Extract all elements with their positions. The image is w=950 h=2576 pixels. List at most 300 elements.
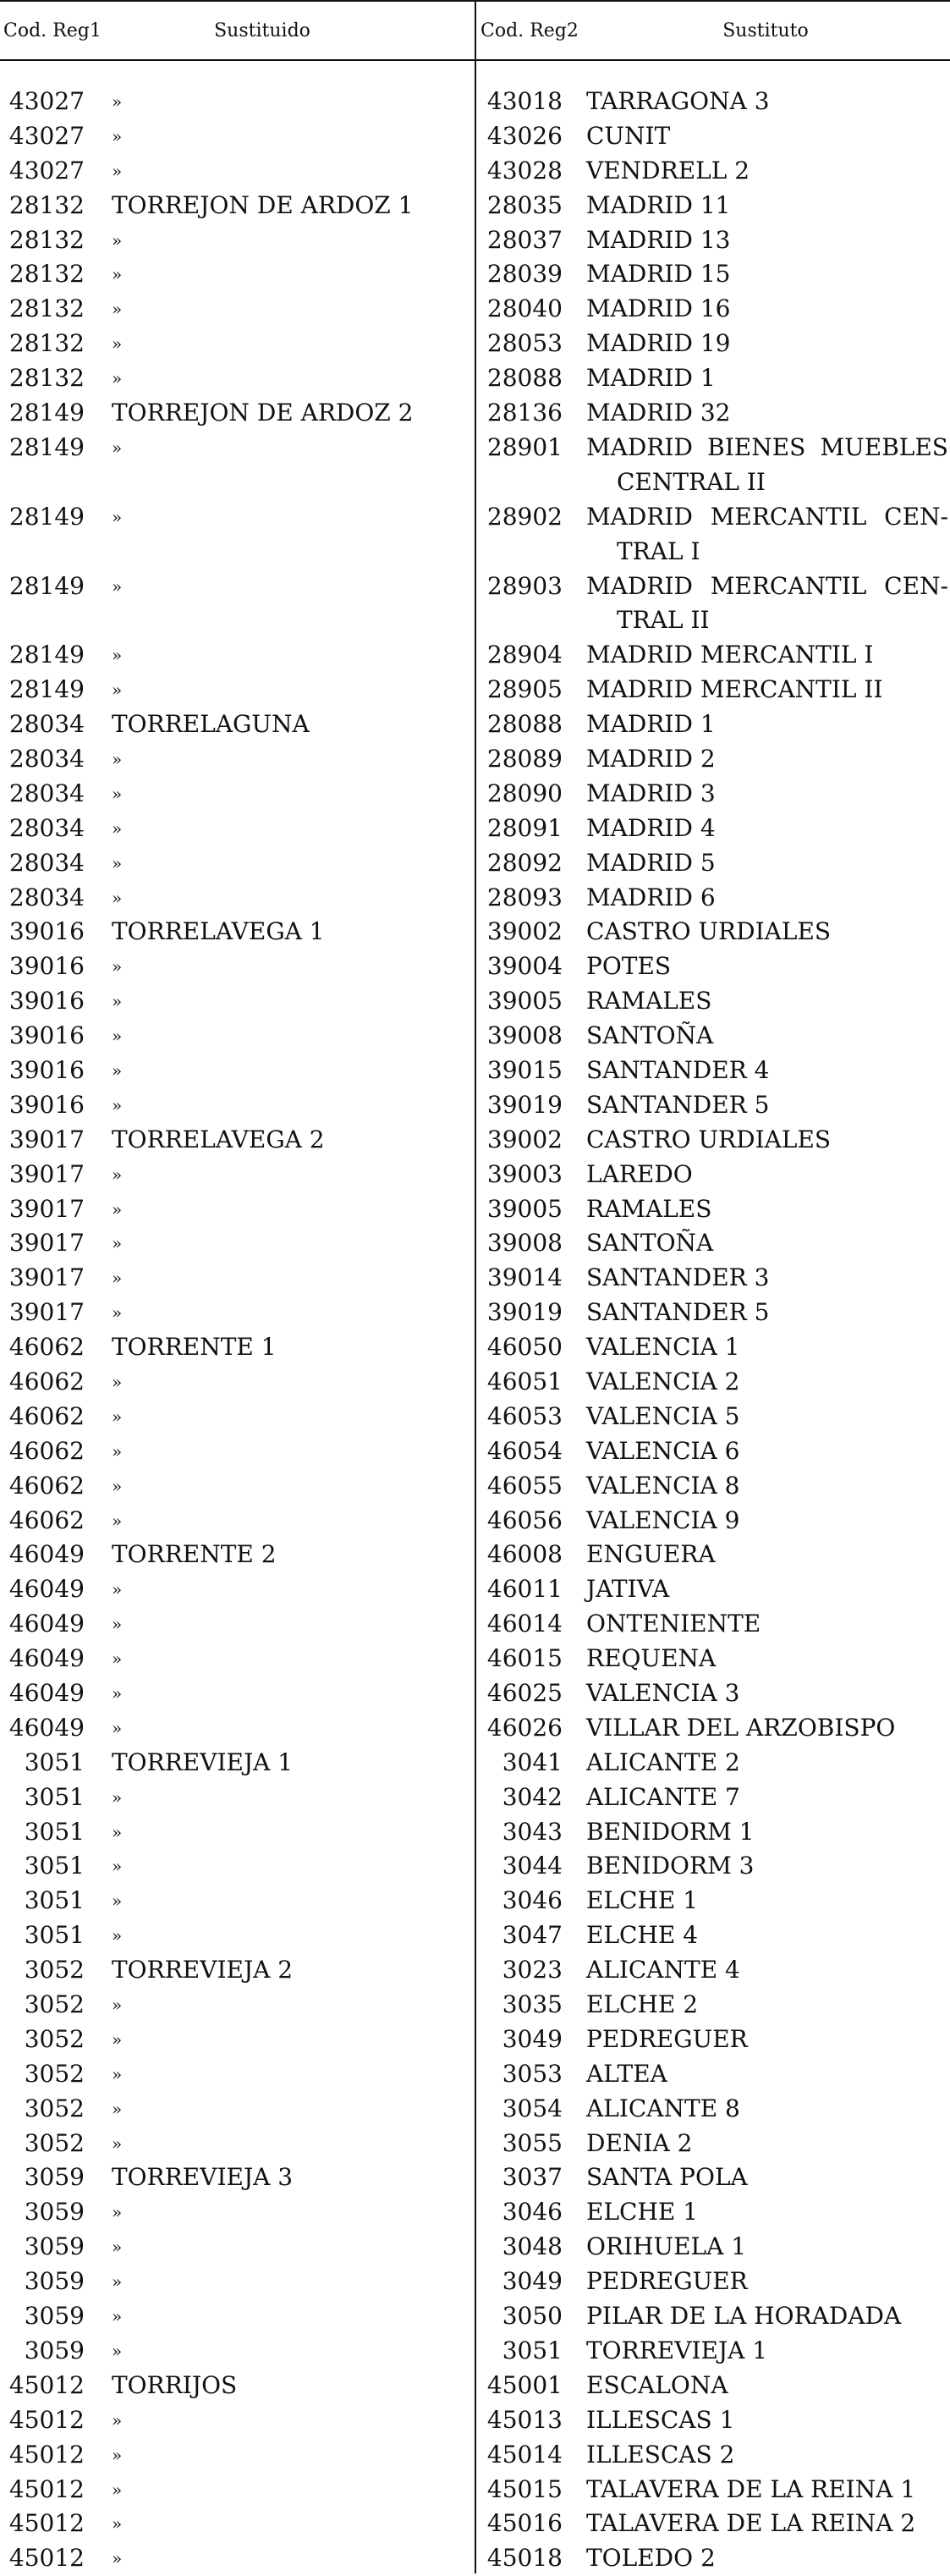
table-row bbox=[0, 1226, 474, 1261]
sustituido-cell: » bbox=[112, 1925, 123, 1946]
table-row bbox=[476, 1988, 950, 2023]
table-row bbox=[476, 500, 950, 570]
sustituto-cell: MADRID 16 bbox=[586, 294, 731, 323]
sustituto-cell: SANTOÑA bbox=[586, 1021, 714, 1050]
sustituto-cell: MADRID 4 bbox=[586, 813, 716, 842]
table-row bbox=[0, 1642, 474, 1676]
cod-reg2-cell: 45015 bbox=[486, 2474, 563, 2503]
cod-reg2-cell: 3047 bbox=[502, 1921, 563, 1950]
cod-reg2-cell: 43018 bbox=[486, 87, 563, 115]
cod-reg1-cell: 28149 bbox=[8, 502, 85, 531]
sustituto-cell: VENDRELL 2 bbox=[586, 156, 750, 184]
header-sustituido: Sustituido bbox=[214, 20, 310, 41]
table-row bbox=[0, 1988, 474, 2023]
table-row bbox=[476, 881, 950, 916]
cod-reg1-cell: 39017 bbox=[8, 1125, 85, 1153]
cod-reg2-cell: 3050 bbox=[502, 2302, 563, 2331]
sustituto-cell: ILLESCAS 1 bbox=[586, 2405, 735, 2434]
cod-reg1-cell: 3052 bbox=[24, 2094, 85, 2122]
cod-reg2-cell: 3046 bbox=[502, 2198, 563, 2226]
table-row bbox=[476, 1469, 950, 1504]
cod-reg1-cell: 46049 bbox=[8, 1610, 85, 1638]
table-row bbox=[0, 1019, 474, 1054]
cod-reg1-cell: 46062 bbox=[8, 1436, 85, 1465]
sustituto-cell: CASTRO URDIALES bbox=[586, 1125, 832, 1153]
sustituido-cell: » bbox=[112, 748, 123, 769]
table-row bbox=[0, 2160, 474, 2195]
cod-reg1-cell: 46049 bbox=[8, 1575, 85, 1604]
table-row bbox=[476, 2230, 950, 2265]
table-row bbox=[476, 1642, 950, 1676]
table-row bbox=[0, 1330, 474, 1365]
cod-reg2-cell: 28905 bbox=[486, 675, 563, 704]
sustituto-cell: TALAVERA DE LA REINA 1 bbox=[586, 2474, 916, 2503]
cod-reg1-cell: 28034 bbox=[8, 710, 85, 739]
table-row bbox=[0, 2092, 474, 2127]
table-row bbox=[0, 1538, 474, 1572]
table-row bbox=[476, 223, 950, 258]
sustituto-cell: ALTEA bbox=[586, 2059, 667, 2088]
sustituto-cell: VILLAR DEL ARZOBISPO bbox=[586, 1713, 896, 1742]
table-row bbox=[0, 257, 474, 292]
header-cod-reg1: Cod. Reg1 bbox=[3, 20, 102, 41]
table-row bbox=[0, 742, 474, 777]
cod-reg1-cell: 45012 bbox=[8, 2405, 85, 2434]
table-row bbox=[476, 2369, 950, 2403]
cod-reg2-cell: 39019 bbox=[486, 1298, 563, 1327]
table-row bbox=[0, 777, 474, 812]
sustituido-cell: » bbox=[112, 1060, 123, 1081]
sustituto-cell: PEDREGUER bbox=[586, 2267, 748, 2296]
table-row bbox=[0, 1192, 474, 1227]
table-row bbox=[0, 1918, 474, 1953]
sustituto-column bbox=[476, 85, 950, 2576]
sustituto-line-2: TRAL II bbox=[617, 606, 710, 635]
sustituido-cell: » bbox=[112, 2444, 123, 2465]
cod-reg2-cell: 28092 bbox=[486, 848, 563, 877]
table-row bbox=[476, 1711, 950, 1746]
header-cod-reg2: Cod. Reg2 bbox=[480, 20, 579, 41]
table-row bbox=[0, 500, 474, 570]
sustituto-cell: ILLESCAS 2 bbox=[586, 2440, 735, 2469]
sustituto-cell: RAMALES bbox=[586, 1194, 712, 1223]
cod-reg1-cell: 39016 bbox=[8, 917, 85, 946]
sustituto-cell: ONTENIENTE bbox=[586, 1610, 761, 1638]
sustituido-cell: » bbox=[112, 2063, 123, 2084]
sustituido-cell: » bbox=[112, 125, 123, 146]
cod-reg2-cell: 46056 bbox=[486, 1505, 563, 1534]
cod-reg1-cell: 3052 bbox=[24, 2128, 85, 2157]
table-row bbox=[0, 812, 474, 846]
sustituto-line-2: CENTRAL II bbox=[617, 467, 766, 496]
table-row bbox=[476, 984, 950, 1019]
cod-reg1-cell: 28034 bbox=[8, 779, 85, 807]
table-row bbox=[476, 1538, 950, 1572]
cod-reg2-cell: 28902 bbox=[486, 502, 563, 531]
sustituido-cell: » bbox=[112, 1856, 123, 1877]
table-row bbox=[0, 1815, 474, 1850]
cod-reg2-cell: 46014 bbox=[486, 1610, 563, 1638]
cod-reg1-cell: 28132 bbox=[8, 364, 85, 393]
header-sustituto: Sustituto bbox=[722, 20, 809, 41]
cod-reg1-cell: 39017 bbox=[8, 1159, 85, 1188]
table-row bbox=[476, 1781, 950, 1815]
table-row bbox=[0, 2507, 474, 2541]
cod-reg1-cell: 39016 bbox=[8, 1021, 85, 1050]
sustituido-cell: » bbox=[112, 575, 123, 597]
table-row bbox=[476, 1054, 950, 1088]
cod-reg1-cell: 28034 bbox=[8, 744, 85, 773]
cod-reg2-cell: 46053 bbox=[486, 1401, 563, 1430]
cod-reg1-cell: 3051 bbox=[24, 1748, 85, 1776]
cod-reg1-cell: 28132 bbox=[8, 260, 85, 289]
table-row bbox=[0, 2057, 474, 2092]
table-row bbox=[476, 1261, 950, 1296]
table-row bbox=[476, 2473, 950, 2507]
table-row bbox=[0, 1572, 474, 1607]
sustituto-cell: RAMALES bbox=[586, 987, 712, 1016]
table-row bbox=[476, 2507, 950, 2541]
table-row bbox=[476, 915, 950, 949]
cod-reg1-cell: 28132 bbox=[8, 294, 85, 323]
table-row bbox=[0, 154, 474, 189]
table-row bbox=[0, 1884, 474, 1918]
cod-reg2-cell: 28136 bbox=[486, 399, 563, 427]
sustituto-line-1: MADRID MERCANTIL CEN- bbox=[586, 571, 948, 600]
table-row bbox=[476, 85, 950, 119]
table-row bbox=[0, 1504, 474, 1538]
table-row bbox=[0, 1849, 474, 1884]
table-row bbox=[476, 2057, 950, 2092]
sustituido-cell: » bbox=[112, 1094, 123, 1115]
cod-reg1-cell: 28149 bbox=[8, 641, 85, 669]
cod-reg2-cell: 39008 bbox=[486, 1021, 563, 1050]
sustituto-cell: ALICANTE 8 bbox=[586, 2094, 740, 2122]
cod-reg2-cell: 39008 bbox=[486, 1229, 563, 1258]
table-row bbox=[476, 812, 950, 846]
sustituido-cell: » bbox=[112, 852, 123, 873]
table-row bbox=[0, 361, 474, 396]
table-row bbox=[0, 1054, 474, 1088]
table-row bbox=[476, 1019, 950, 1054]
sustituto-cell: VALENCIA 8 bbox=[586, 1471, 740, 1500]
cod-reg1-cell: 46062 bbox=[8, 1471, 85, 1500]
table-row bbox=[476, 2438, 950, 2473]
cod-reg2-cell: 28053 bbox=[486, 329, 563, 358]
cod-reg1-cell: 45012 bbox=[8, 2474, 85, 2503]
sustituto-cell: MADRID 15 bbox=[586, 260, 731, 289]
table-row bbox=[476, 396, 950, 431]
table-row bbox=[476, 119, 950, 154]
sustituido-cell: TORRELAVEGA 1 bbox=[112, 917, 325, 946]
cod-reg2-cell: 45018 bbox=[486, 2544, 563, 2573]
table-row bbox=[0, 1088, 474, 1123]
sustituto-cell: VALENCIA 6 bbox=[586, 1436, 740, 1465]
table-row bbox=[476, 638, 950, 673]
table-row bbox=[0, 2195, 474, 2230]
cod-reg2-cell: 3023 bbox=[502, 1956, 563, 1984]
sustituto-cell: ELCHE 1 bbox=[586, 1886, 699, 1915]
sustituido-cell: TORRENTE 1 bbox=[112, 1333, 277, 1362]
cod-reg1-cell: 3059 bbox=[24, 2267, 85, 2296]
cod-reg2-cell: 39014 bbox=[486, 1263, 563, 1292]
table-row bbox=[0, 85, 474, 119]
table-row bbox=[476, 154, 950, 189]
sustituido-cell: » bbox=[112, 2271, 123, 2293]
sustituto-cell: MADRID 5 bbox=[586, 848, 716, 877]
table-row bbox=[0, 292, 474, 327]
cod-reg1-cell: 3051 bbox=[24, 1886, 85, 1915]
sustituto-cell: CASTRO URDIALES bbox=[586, 917, 832, 946]
cod-reg1-cell: 3059 bbox=[24, 2302, 85, 2331]
cod-reg2-cell: 28089 bbox=[486, 744, 563, 773]
sustituto-cell: REQUENA bbox=[586, 1644, 717, 1673]
sustituido-cell: » bbox=[112, 1475, 123, 1496]
table-row bbox=[0, 949, 474, 984]
sustituto-cell: ESCALONA bbox=[586, 2370, 728, 2399]
sustituido-cell: » bbox=[112, 2513, 123, 2535]
cod-reg2-cell: 46015 bbox=[486, 1644, 563, 1673]
sustituto-cell: DENIA 2 bbox=[586, 2128, 693, 2157]
sustituido-cell: TORRIJOS bbox=[112, 2370, 238, 2399]
cod-reg1-cell: 39016 bbox=[8, 1090, 85, 1119]
sustituto-cell: BENIDORM 1 bbox=[586, 1817, 755, 1846]
table-row bbox=[0, 327, 474, 361]
table-row bbox=[476, 1400, 950, 1434]
table-row bbox=[0, 1676, 474, 1711]
table-row bbox=[476, 2334, 950, 2369]
table-row bbox=[0, 1953, 474, 1988]
cod-reg2-cell: 28088 bbox=[486, 710, 563, 739]
cod-reg2-cell: 3041 bbox=[502, 1748, 563, 1776]
sustituto-cell: SANTA POLA bbox=[586, 2163, 748, 2192]
cod-reg1-cell: 3051 bbox=[24, 1782, 85, 1811]
cod-reg1-cell: 46049 bbox=[8, 1540, 85, 1569]
sustituto-cell: TORREVIEJA 1 bbox=[586, 2336, 768, 2364]
cod-reg2-cell: 3049 bbox=[502, 2267, 563, 2296]
table-row bbox=[476, 2403, 950, 2438]
sustituido-cell: TORREJON DE ARDOZ 2 bbox=[112, 399, 414, 427]
cod-reg2-cell: 39005 bbox=[486, 1194, 563, 1223]
sustituido-cell: » bbox=[112, 1614, 123, 1635]
sustituido-cell: » bbox=[112, 1406, 123, 1427]
sustituto-cell: ORIHUELA 1 bbox=[586, 2232, 747, 2261]
cod-reg1-cell: 43027 bbox=[8, 87, 85, 115]
sustituido-cell: » bbox=[112, 2098, 123, 2119]
sustituto-cell bbox=[586, 500, 948, 570]
table-row bbox=[476, 2092, 950, 2127]
sustituido-cell: » bbox=[112, 229, 123, 250]
cod-reg1-cell: 45012 bbox=[8, 2440, 85, 2469]
cod-reg2-cell: 39019 bbox=[486, 1090, 563, 1119]
table-row bbox=[476, 1572, 950, 1607]
cod-reg1-cell: 45012 bbox=[8, 2544, 85, 2573]
cod-reg1-cell: 46049 bbox=[8, 1713, 85, 1742]
sustituto-line-1: MADRID BIENES MUEBLES bbox=[586, 432, 948, 461]
sustituido-cell: » bbox=[112, 645, 123, 666]
cod-reg1-cell: 39016 bbox=[8, 987, 85, 1016]
sustituido-cell: » bbox=[112, 887, 123, 908]
cod-reg1-cell: 28132 bbox=[8, 329, 85, 358]
sustituto-cell: PEDREGUER bbox=[586, 2024, 748, 2053]
cod-reg2-cell: 45016 bbox=[486, 2509, 563, 2538]
table-row bbox=[476, 1434, 950, 1469]
sustituto-cell: ELCHE 4 bbox=[586, 1921, 699, 1950]
table-row bbox=[0, 638, 474, 673]
sustituto-cell: ALICANTE 7 bbox=[586, 1782, 740, 1811]
cod-reg1-cell: 28034 bbox=[8, 848, 85, 877]
sustituido-cell: » bbox=[112, 1233, 123, 1254]
table-row bbox=[476, 1746, 950, 1781]
sustituto-cell: VALENCIA 2 bbox=[586, 1368, 740, 1395]
table-row bbox=[0, 707, 474, 742]
cod-reg2-cell: 46011 bbox=[486, 1575, 563, 1604]
table-row bbox=[0, 2541, 474, 2576]
sustituto-cell: MADRID 32 bbox=[586, 399, 731, 427]
sustituido-cell: » bbox=[112, 2028, 123, 2050]
table-row bbox=[0, 223, 474, 258]
table-row bbox=[476, 2299, 950, 2334]
cod-reg2-cell: 39003 bbox=[486, 1159, 563, 1188]
sustituto-cell: TALAVERA DE LA REINA 2 bbox=[586, 2509, 916, 2538]
table-row bbox=[476, 846, 950, 881]
cod-reg1-cell: 39017 bbox=[8, 1263, 85, 1292]
sustituido-cell: » bbox=[112, 2202, 123, 2223]
cod-reg1-cell: 46049 bbox=[8, 1644, 85, 1673]
cod-reg2-cell: 46050 bbox=[486, 1333, 563, 1362]
table-row bbox=[476, 2160, 950, 2195]
table-row bbox=[0, 2127, 474, 2161]
cod-reg1-cell: 28034 bbox=[8, 813, 85, 842]
sustituido-cell: » bbox=[112, 956, 123, 977]
cod-reg2-cell: 3051 bbox=[502, 2336, 563, 2364]
cod-reg2-cell: 3035 bbox=[502, 1990, 563, 2019]
cod-reg2-cell: 3053 bbox=[502, 2059, 563, 2088]
sustituto-cell: TARRAGONA 3 bbox=[586, 87, 770, 115]
table-row bbox=[476, 431, 950, 500]
table-row bbox=[0, 1469, 474, 1504]
cod-reg1-cell: 28149 bbox=[8, 399, 85, 427]
cod-reg2-cell: 46025 bbox=[486, 1679, 563, 1708]
sustituto-cell: SANTANDER 5 bbox=[586, 1090, 770, 1119]
sustituto-cell bbox=[586, 570, 948, 639]
table-row bbox=[476, 361, 950, 396]
table-row bbox=[476, 2265, 950, 2299]
sustituido-cell: » bbox=[112, 1164, 123, 1185]
sustituido-cell: » bbox=[112, 333, 123, 355]
table-row bbox=[476, 189, 950, 223]
table-row bbox=[476, 327, 950, 361]
sustituido-cell: TORRENTE 2 bbox=[112, 1540, 277, 1569]
cod-reg2-cell: 28904 bbox=[486, 641, 563, 669]
sustituido-cell: » bbox=[112, 2548, 123, 2569]
sustituido-cell: TORRELAVEGA 2 bbox=[112, 1125, 325, 1153]
table-row bbox=[0, 119, 474, 154]
cod-reg2-cell: 28093 bbox=[486, 883, 563, 911]
sustituto-cell: ENGUERA bbox=[586, 1540, 716, 1569]
table-row bbox=[476, 2195, 950, 2230]
cod-reg1-cell: 3051 bbox=[24, 1921, 85, 1950]
table-row bbox=[476, 1676, 950, 1711]
sustituido-cell: » bbox=[112, 506, 123, 527]
sustituido-cell: » bbox=[112, 1510, 123, 1531]
table-row bbox=[476, 1849, 950, 1884]
table-row bbox=[476, 570, 950, 639]
sustituto-cell: MADRID 11 bbox=[586, 190, 731, 219]
cod-reg1-cell: 46062 bbox=[8, 1505, 85, 1534]
cod-reg2-cell: 3042 bbox=[502, 1782, 563, 1811]
cod-reg2-cell: 46054 bbox=[486, 1436, 563, 1465]
sustituido-cell: » bbox=[112, 817, 123, 839]
sustituto-cell: SANTOÑA bbox=[586, 1229, 714, 1258]
table-row bbox=[0, 2473, 474, 2507]
table-row bbox=[476, 1815, 950, 1850]
cod-reg2-cell: 39005 bbox=[486, 987, 563, 1016]
sustituido-cell: » bbox=[112, 264, 123, 285]
cod-reg1-cell: 46062 bbox=[8, 1401, 85, 1430]
table-row bbox=[0, 673, 474, 707]
table-row bbox=[0, 984, 474, 1019]
table-row bbox=[476, 2127, 950, 2161]
cod-reg2-cell: 28903 bbox=[486, 571, 563, 600]
sustituido-cell: » bbox=[112, 2133, 123, 2154]
table-row bbox=[476, 2541, 950, 2576]
sustituido-column bbox=[0, 85, 474, 2576]
cod-reg2-cell: 39015 bbox=[486, 1055, 563, 1084]
table-row bbox=[476, 1226, 950, 1261]
sustituido-cell: » bbox=[112, 1372, 123, 1392]
sustituido-cell: » bbox=[112, 2340, 123, 2361]
sustituto-cell: MADRID MERCANTIL II bbox=[586, 675, 883, 704]
sustituto-cell: MADRID 13 bbox=[586, 225, 731, 254]
table-row bbox=[0, 1607, 474, 1642]
cod-reg1-cell: 43027 bbox=[8, 156, 85, 184]
sustituto-cell: SANTANDER 4 bbox=[586, 1055, 770, 1084]
cod-reg1-cell: 28034 bbox=[8, 883, 85, 911]
sustituido-cell: TORRELAGUNA bbox=[112, 710, 310, 739]
table-row bbox=[0, 2299, 474, 2334]
cod-reg1-cell: 3052 bbox=[24, 2059, 85, 2088]
cod-reg1-cell: 3051 bbox=[24, 1817, 85, 1846]
table-row bbox=[0, 431, 474, 500]
table-row bbox=[0, 2265, 474, 2299]
cod-reg1-cell: 28132 bbox=[8, 190, 85, 219]
cod-reg1-cell: 3052 bbox=[24, 2024, 85, 2053]
cod-reg1-cell: 28149 bbox=[8, 571, 85, 600]
sustituido-cell: » bbox=[112, 783, 123, 804]
table-row bbox=[0, 2438, 474, 2473]
table-row bbox=[476, 2023, 950, 2057]
sustituido-cell: » bbox=[112, 1579, 123, 1600]
sustituto-cell: VALENCIA 5 bbox=[586, 1401, 740, 1430]
sustituido-cell: » bbox=[112, 1026, 123, 1047]
cod-reg2-cell: 3049 bbox=[502, 2024, 563, 2053]
sustituido-cell: » bbox=[112, 437, 123, 458]
sustituido-cell: » bbox=[112, 91, 123, 112]
sustituto-cell: ELCHE 1 bbox=[586, 2198, 699, 2226]
cod-reg1-cell: 28149 bbox=[8, 675, 85, 704]
sustituido-cell: TORREJON DE ARDOZ 1 bbox=[112, 190, 414, 219]
table-row bbox=[0, 1296, 474, 1330]
sustituto-cell: MADRID 19 bbox=[586, 329, 731, 358]
sustituido-cell: » bbox=[112, 1268, 123, 1289]
cod-reg1-cell: 28149 bbox=[8, 432, 85, 461]
cod-reg2-cell: 46055 bbox=[486, 1471, 563, 1500]
cod-reg2-cell: 45014 bbox=[486, 2440, 563, 2469]
cod-reg2-cell: 45001 bbox=[486, 2370, 563, 2399]
sustituido-cell: » bbox=[112, 2409, 123, 2430]
cod-reg2-cell: 39004 bbox=[486, 952, 563, 981]
